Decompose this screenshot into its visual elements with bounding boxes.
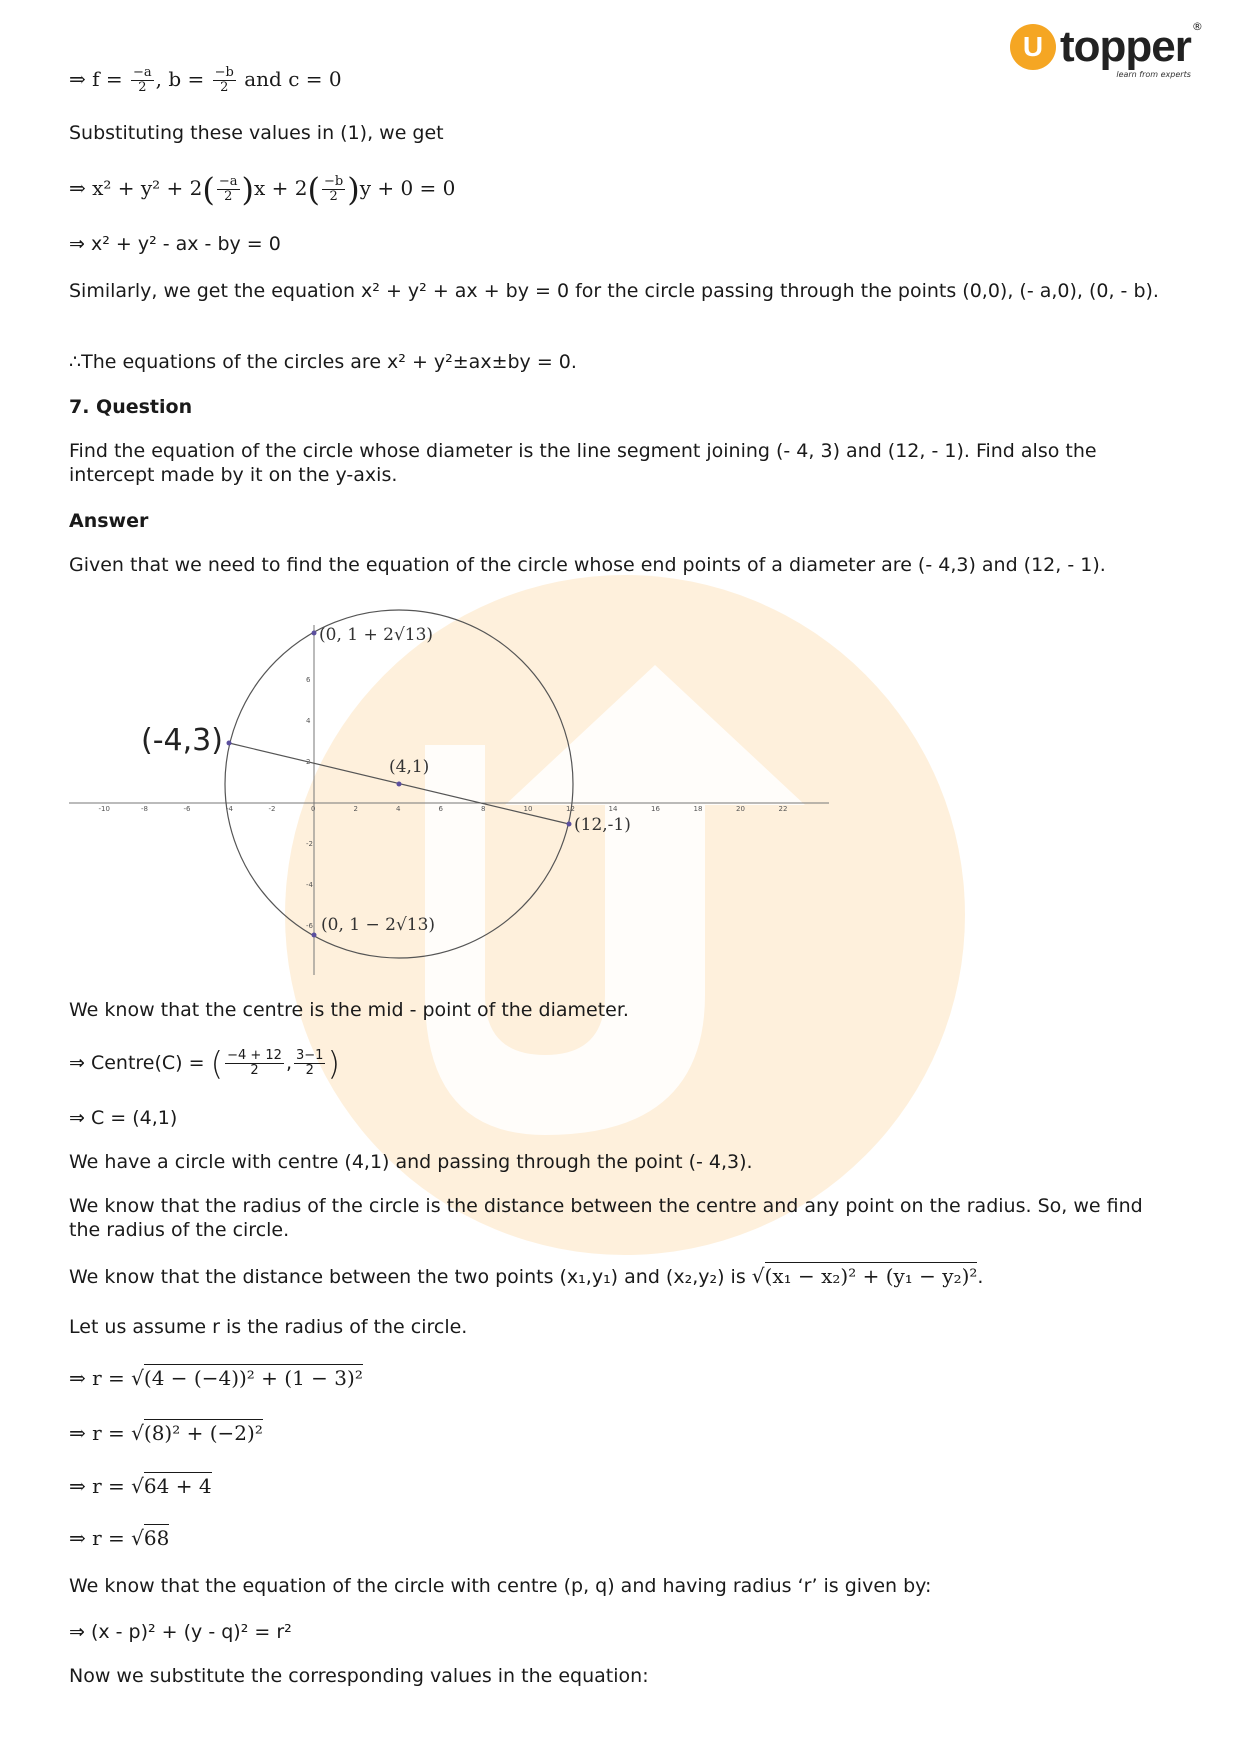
label-centre: (4,1): [389, 757, 430, 777]
x-tick-label: 0: [311, 805, 316, 813]
question-heading: 7. Question: [69, 396, 193, 418]
y-tick-label: -2: [306, 840, 313, 848]
label-point-a: (-4,3): [141, 723, 223, 758]
brand-logo: [1010, 20, 1203, 79]
registered-mark: ®: [1191, 20, 1203, 33]
paragraph: Now we substitute the corresponding values in the equation:: [69, 1665, 649, 1687]
x-tick-label: -6: [183, 805, 191, 813]
x-tick-label: 20: [736, 805, 745, 813]
equation-simplified: ⇒ x² + y² - ax - by = 0: [69, 233, 281, 255]
circle-diagram: [69, 600, 829, 990]
paragraph-distance: We know that the distance between the two points (x₁,y₁) and (x₂,y₂) is √(x₁ − x₂)² + (y₁ − y₂)².: [69, 1264, 984, 1288]
equation-centre: ⇒ Centre(C) = ( $\frac{-4 + 12}{2}$ , $\frac{3-1}{2}$ ): [69, 1044, 340, 1083]
answer-heading: Answer: [69, 510, 149, 532]
x-tick-label: 6: [438, 805, 443, 813]
equation-r1: ⇒ r = √(4 − (−4))² + (1 − 3)²: [69, 1366, 363, 1390]
x-tick-label: 14: [608, 805, 618, 813]
x-tick-label: 2: [353, 805, 358, 813]
logo-tagline: learn from experts: [1116, 70, 1191, 79]
x-axis-ticks: [99, 805, 788, 813]
equation-fbc: ⇒ f = $\frac{-a}{2}$ , b = $\frac{-b}{2}$ and c = 0: [69, 65, 342, 95]
paragraph: Substituting these values in (1), we get: [69, 122, 444, 144]
y-tick-label: 6: [306, 676, 311, 684]
x-tick-label: -4: [226, 805, 233, 813]
x-tick-label: 18: [693, 805, 703, 813]
label-bottom-intercept: (0, 1 − 2√13): [321, 915, 436, 935]
x-tick-label: -10: [98, 805, 110, 813]
equation-r2: ⇒ r = √(8)² + (−2)²: [69, 1421, 263, 1445]
y-tick-label: -4: [306, 881, 313, 889]
logo-text: topper: [1060, 22, 1191, 71]
fraction: $\frac{-a}{2}$: [133, 65, 152, 95]
paragraph: We know that the radius of the circle is the distance between the centre and any point on the radius. So, we find the radius of the circle.: [69, 1195, 1143, 1241]
y-tick-label: -6: [306, 922, 313, 930]
label-top-intercept: (0, 1 + 2√13): [319, 625, 434, 645]
question-text: Find the equation of the circle whose diameter is the line segment joining (- 4, 3) and (12, - 1). Find also the intercept made by it on the y-axis.: [69, 440, 1097, 486]
equation-substituted: ⇒ x² + y² + 2( $\frac{-a}{2}$ )x + 2( $\frac{-b}{2}$ )y + 0 = 0: [69, 170, 456, 209]
answer-intro: Given that we need to find the equation of the circle whose end points of a diameter are (- 4,3) and (12, - 1).: [69, 554, 1106, 576]
equation-centre-result: ⇒ C = (4,1): [69, 1107, 178, 1129]
paragraph: We have a circle with centre (4,1) and passing through the point (- 4,3).: [69, 1151, 753, 1173]
paragraph: We know that the equation of the circle with centre (p, q) and having radius ‘r’ is given by:: [69, 1575, 932, 1597]
equation-r3: ⇒ r = √64 + 4: [69, 1474, 212, 1498]
fraction: $\frac{-b}{2}$: [214, 65, 234, 95]
paragraph-conclusion: ∴The equations of the circles are x² + y²±ax±by = 0.: [69, 351, 577, 373]
point-bottom-intercept: [312, 933, 317, 938]
x-tick-label: 4: [396, 805, 401, 813]
x-tick-label: 8: [481, 805, 486, 813]
x-tick-label: 12: [566, 805, 575, 813]
point-top-intercept: [312, 631, 317, 636]
x-tick-label: 22: [778, 805, 788, 813]
paragraph: Similarly, we get the equation x² + y² + ax + by = 0 for the circle passing through the points (0,0), (- a,0), (0, - b).: [69, 280, 1159, 302]
x-tick-label: -8: [141, 805, 148, 813]
y-tick-label: 4: [306, 717, 311, 725]
paragraph: Let us assume r is the radius of the circle.: [69, 1316, 468, 1338]
equation-r4: ⇒ r = √68: [69, 1526, 170, 1550]
point-a: [227, 741, 232, 746]
point-b: [567, 822, 572, 827]
equation-general-circle: ⇒ (x - p)² + (y - q)² = r²: [69, 1621, 292, 1643]
point-centre: [397, 782, 402, 787]
paragraph: We know that the centre is the mid - point of the diameter.: [69, 999, 629, 1021]
x-tick-label: 16: [651, 805, 660, 813]
label-point-b: (12,-1): [574, 815, 631, 835]
x-tick-label: -2: [268, 805, 276, 813]
logo-badge-icon: U: [1010, 24, 1056, 70]
x-tick-label: 10: [523, 805, 533, 813]
